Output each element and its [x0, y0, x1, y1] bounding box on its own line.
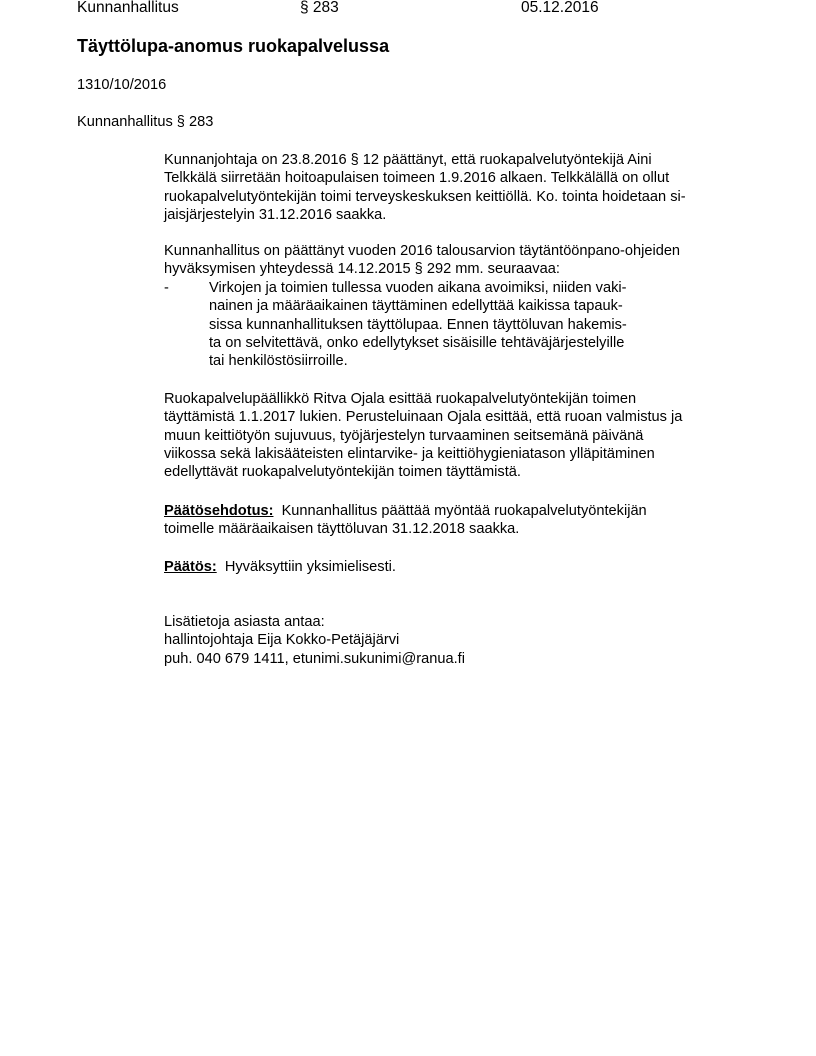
header-body-name: Kunnanhallitus — [77, 0, 179, 16]
paragraph-line: ruokapalvelutyöntekijän toimi terveyskeskuksen keittiöllä. Ko. tointa hoidetaan si- — [164, 188, 686, 205]
decision-line — [164, 558, 754, 576]
contact-person: hallintojohtaja Eija Kokko-Petäjäjärvi — [164, 632, 400, 649]
bullet-dash: - — [164, 280, 169, 296]
proposal-text: Kunnanhallitus päättää myöntää ruokapalvelutyöntekijän — [281, 503, 647, 519]
paragraph-line: edellyttävät ruokapalvelutyöntekijän toimen täyttämistä. — [164, 464, 521, 481]
bullet-line: tai henkilöstösiirroille. — [209, 353, 348, 370]
bullet-line: Virkojen ja toimien tullessa vuoden aikana avoimiksi, niiden vaki- — [209, 280, 627, 296]
proposal-line — [164, 502, 754, 520]
contact-intro: Lisätietoja asiasta antaa: — [164, 614, 325, 630]
bullet-list — [164, 279, 754, 370]
bullet-item — [164, 279, 754, 297]
paragraph-line: Telkkälä siirretään hoitoapulaisen toimeen 1.9.2016 alkaen. Telkkälällä on ollut — [164, 170, 670, 187]
header-date: 05.12.2016 — [521, 0, 599, 16]
header-section: § 283 — [300, 0, 339, 16]
paragraph-line: viikossa sekä lakisääteisten elintarvike- ja keittiöhygieniatason ylläpitäminen — [164, 445, 655, 462]
decision-text: Hyväksyttiin yksimielisesti. — [224, 559, 396, 575]
paragraph-line: Kunnanhallitus on päättänyt vuoden 2016 talousarvion täytäntöönpano-ohjeiden — [164, 243, 681, 259]
decision — [164, 558, 754, 576]
paragraph-line: jaisjärjestelyin 31.12.2016 saakka. — [164, 206, 387, 223]
bullet-line: nainen ja määräaikainen täyttäminen edellyttää kaikissa tapauk- — [209, 298, 623, 315]
paragraph-line: hyväksymisen yhteydessä 14.12.2015 § 292 mm. seuraavaa: — [164, 261, 560, 278]
paragraph-1 — [164, 151, 754, 224]
case-number: 1310/10/2016 — [77, 77, 167, 93]
body-section: Kunnanhallitus § 283 — [77, 114, 214, 130]
paragraph-line: muun keittiötyön sujuvuus, työjärjestelyn turvaaminen seitsemänä päivänä — [164, 427, 644, 444]
bullet-line: sissa kunnanhallituksen täyttölupaa. Ennen täyttöluvan hakemis- — [209, 316, 627, 333]
paragraph-line: Ruokapalvelupäällikkö Ritva Ojala esittää ruokapalvelutyöntekijän toimen — [164, 391, 637, 407]
proposal-text: toimelle määräaikaisen täyttöluvan 31.12.2018 saakka. — [164, 521, 520, 538]
paragraph-line: Kunnanjohtaja on 23.8.2016 § 12 päättänyt, että ruokapalvelutyöntekijä Aini — [164, 152, 652, 168]
bullet-continuation — [164, 297, 754, 315]
decision-label: Päätös: — [164, 559, 217, 575]
bullet-continuation — [164, 316, 754, 334]
bullet-line: ta on selvitettävä, onko edellytykset sisäisille tehtäväjärjestelyille — [209, 334, 625, 351]
contact-info — [164, 613, 754, 668]
paragraph-line: täyttämistä 1.1.2017 lukien. Perusteluinaan Ojala esittää, että ruoan valmistus ja — [164, 409, 683, 426]
paragraph-3 — [164, 390, 754, 481]
proposal-label: Päätösehdotus: — [164, 503, 274, 519]
bullet-continuation — [164, 352, 754, 370]
document-title: Täyttölupa-anomus ruokapalvelussa — [77, 36, 390, 56]
decision-proposal — [164, 502, 754, 539]
contact-phone-email: puh. 040 679 1411, etunimi.sukunimi@ranua.fi — [164, 650, 465, 667]
bullet-continuation — [164, 334, 754, 352]
paragraph-2 — [164, 242, 754, 279]
